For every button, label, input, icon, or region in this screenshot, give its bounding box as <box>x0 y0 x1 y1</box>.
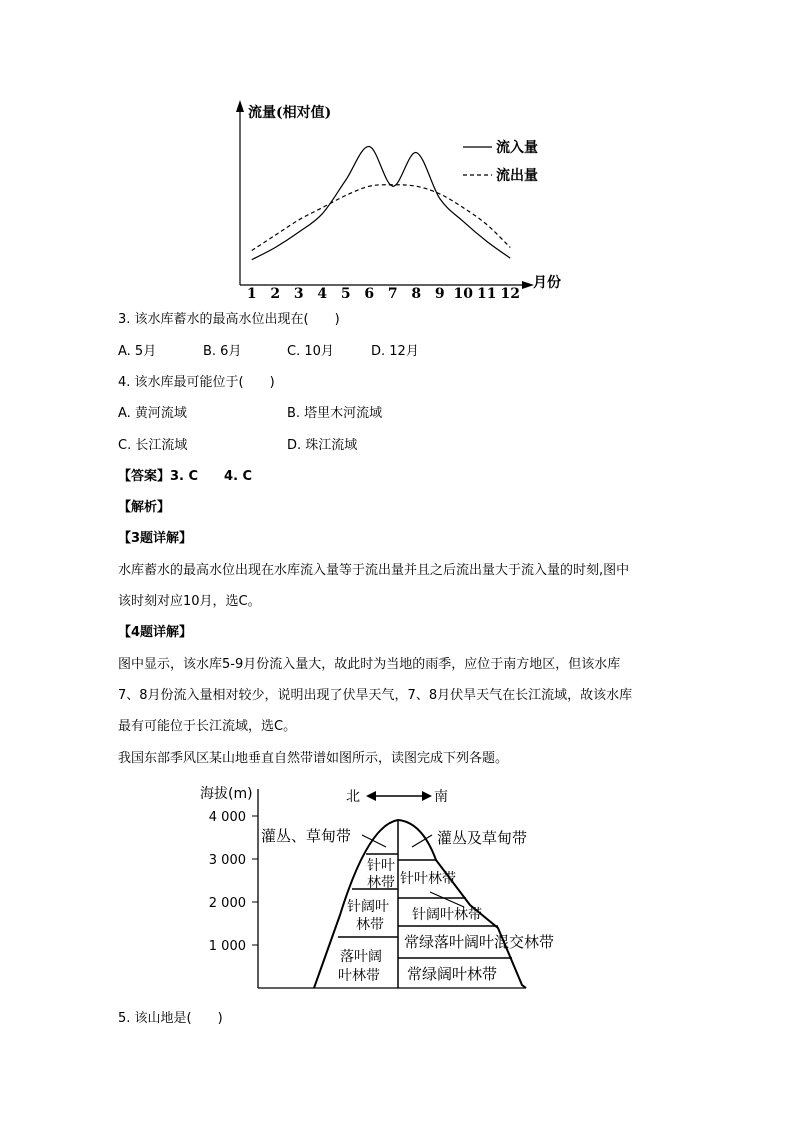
x-tick-label: 8 <box>411 286 422 302</box>
x-tick-label: 7 <box>387 286 398 302</box>
y-axis-arrow <box>236 100 244 112</box>
diagram-y-label: 海拔(m) <box>200 786 253 802</box>
detail-4-heading: 【4题详解】 <box>118 625 193 640</box>
x-tick-label: 5 <box>340 286 351 302</box>
north-mixed-zone-line2: 林带 <box>356 917 384 933</box>
inflow-series-line <box>252 146 511 259</box>
north-deciduous-zone-line1: 落叶阔 <box>340 949 382 965</box>
detail-3-heading: 【3题详解】 <box>118 531 193 546</box>
north-conifer-zone-line1: 针叶 <box>367 858 395 874</box>
north-conifer-zone-line2: 林带 <box>367 875 395 891</box>
detail-4-line-3: 最有可能位于长江流域，选C。 <box>118 719 297 734</box>
tick-2000: 2 000 <box>208 896 246 911</box>
analysis-heading: 【解析】 <box>118 500 171 515</box>
intro-text: 我国东部季风区某山地垂直自然带谱如图所示，读图完成下列各题。 <box>118 751 509 766</box>
legend-outflow-label: 流出量 <box>496 168 538 184</box>
x-tick-label: 1 <box>246 286 257 302</box>
north-label: 北 <box>346 789 360 805</box>
detail-3-line-1: 水库蓄水的最高水位出现在水库流入量等于流出量并且之后流出量大于流入量的时刻,图中 <box>118 563 630 578</box>
x-tick-label: 12 <box>500 286 520 302</box>
north-mixed-zone-line1: 针阔叶 <box>347 899 389 915</box>
question-4: 4. 该水库最可能位于( ) <box>118 375 275 390</box>
detail-4-line-2: 7、8月份流入量相对较少，说明出现了伏旱天气，7、8月伏旱天气在长江流域，故该水库 <box>118 688 633 703</box>
tick-4000: 4 000 <box>208 810 246 825</box>
x-axis-label: 月份 <box>533 275 561 291</box>
north-top-zone: 灌丛、草甸带 <box>261 827 352 845</box>
q4-option-d: D. 珠江流域 <box>287 438 358 453</box>
south-evergreen-mixed-zone: 常绿落叶阔叶混交林带 <box>404 933 555 951</box>
q4-option-c: C. 长江流域 <box>118 438 188 453</box>
flow-chart <box>0 0 794 310</box>
vertical-zonation-diagram <box>0 775 794 1000</box>
south-evergreen-zone: 常绿阔叶林带 <box>407 965 498 983</box>
x-tick-label: 3 <box>293 286 304 302</box>
outflow-series-line <box>252 185 511 251</box>
question-3: 3. 该水库蓄水的最高水位出现在( ) <box>118 312 340 327</box>
q4-option-b: B. 塔里木河流域 <box>287 406 383 421</box>
q3-option-a: A. 5月 <box>118 344 157 359</box>
x-tick-label: 6 <box>364 286 375 302</box>
x-tick-label: 10 <box>453 286 473 302</box>
question-5: 5. 该山地是( ) <box>118 1011 223 1026</box>
x-tick-label: 11 <box>477 286 497 302</box>
q4-option-a: A. 黄河流域 <box>118 406 187 421</box>
x-tick-label: 2 <box>270 286 281 302</box>
south-top-zone: 灌丛及草甸带 <box>437 829 528 847</box>
tick-1000: 1 000 <box>208 939 246 954</box>
detail-4-line-1: 图中显示，该水库5-9月份流入量大，故此时为当地的雨季，应位于南方地区，但该水库 <box>118 657 621 672</box>
q3-option-c: C. 10月 <box>287 344 334 359</box>
y-axis-label: 流量(相对值) <box>248 105 332 121</box>
detail-3-line-2: 该时刻对应10月，选C。 <box>118 594 261 609</box>
x-tick-label: 9 <box>434 286 445 302</box>
south-conifer-zone: 针叶林带 <box>400 871 456 887</box>
q3-option-b: B. 6月 <box>203 344 242 359</box>
x-tick-label: 4 <box>317 286 328 302</box>
q3-option-d: D. 12月 <box>371 344 419 359</box>
answer-line: 【答案】3. C 4. C <box>118 469 253 484</box>
south-mixed-zone: 针阔叶林带 <box>412 907 482 923</box>
north-deciduous-zone-line2: 叶林带 <box>338 968 380 984</box>
tick-3000: 3 000 <box>208 853 246 868</box>
south-label: 南 <box>434 789 448 805</box>
legend-inflow-label: 流入量 <box>496 140 538 156</box>
